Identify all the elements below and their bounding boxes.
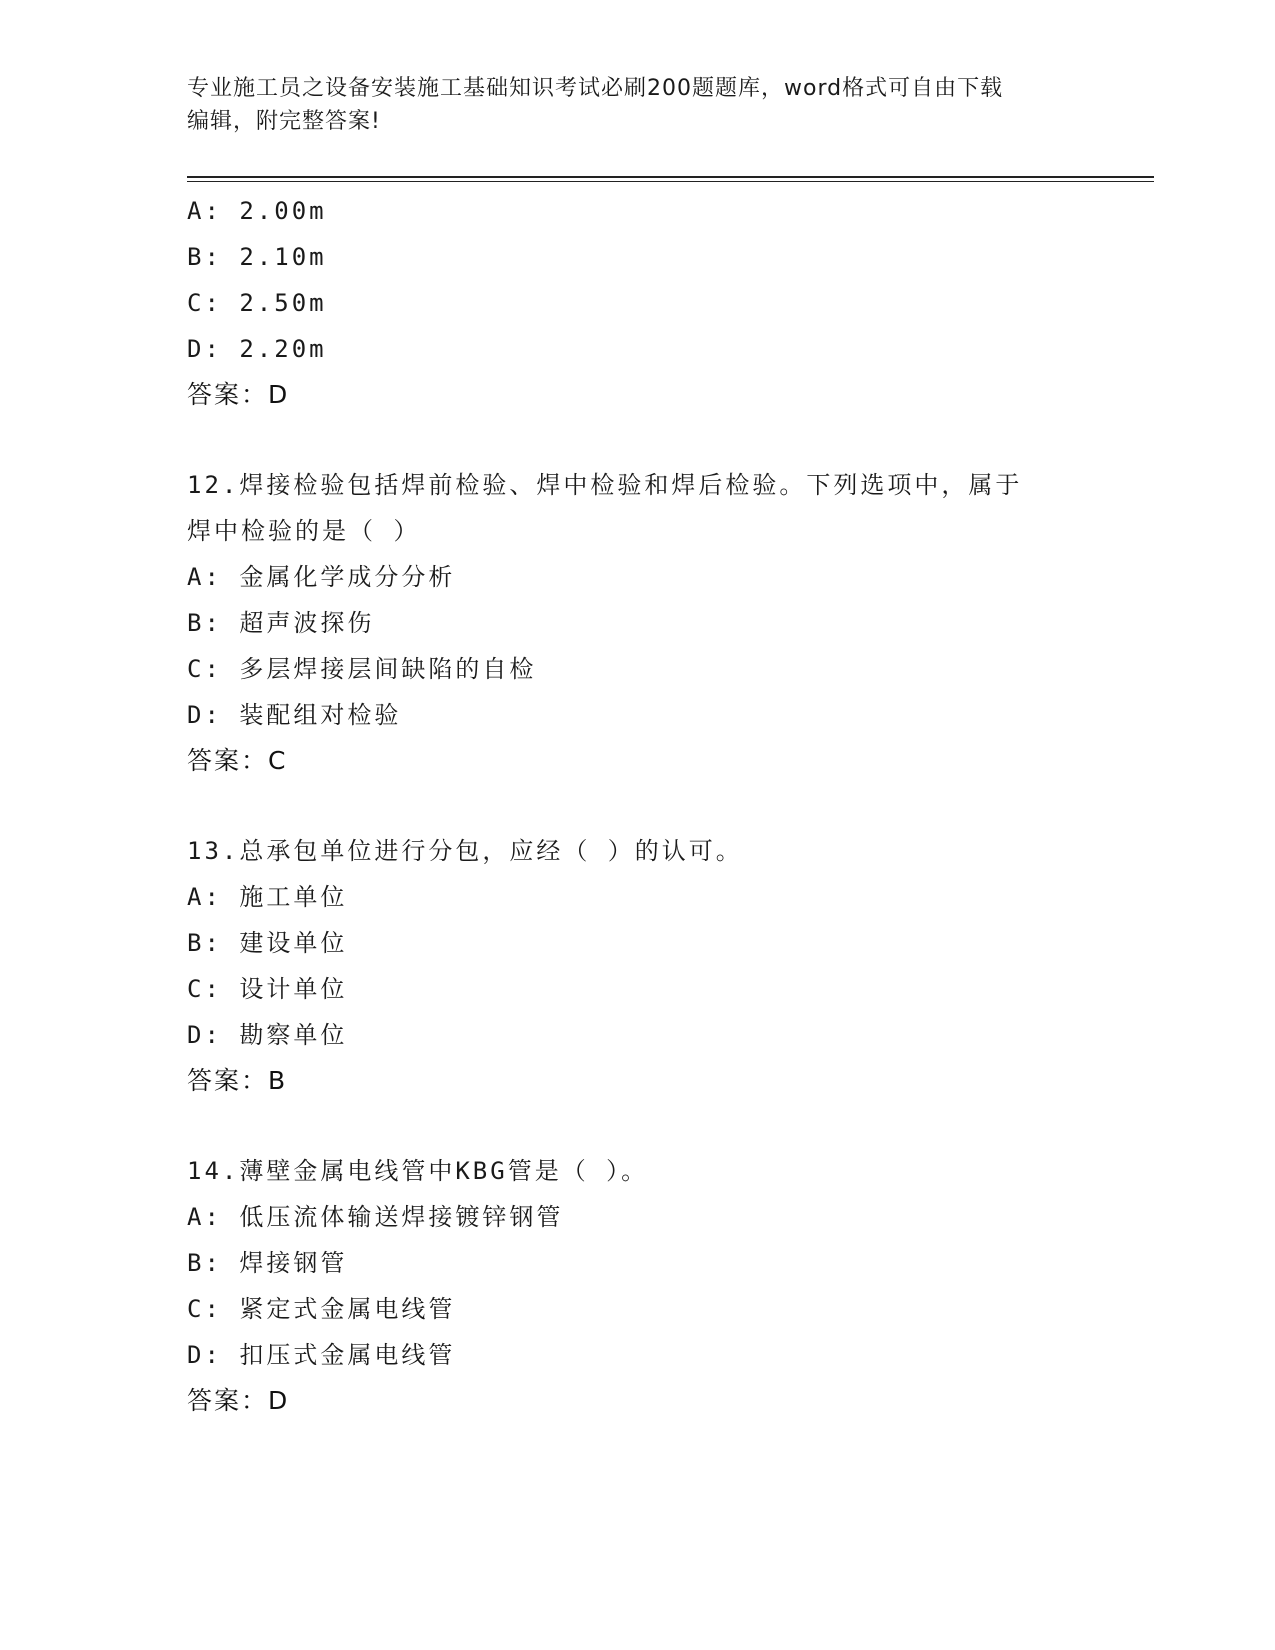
- answer: 答案：D: [187, 1386, 290, 1415]
- answer: 答案：C: [187, 746, 288, 775]
- option-d: D: 2.20m: [187, 335, 327, 363]
- option-d: D: 勘察单位: [187, 1021, 348, 1049]
- option-b: B: 超声波探伤: [187, 609, 375, 637]
- question-stem: 13.总承包单位进行分包，应经（ ）的认可。: [187, 837, 743, 865]
- header-line-2: 编辑，附完整答案!: [187, 109, 381, 134]
- answer: 答案：D: [187, 380, 290, 409]
- header-rule-thick: [187, 176, 1154, 178]
- option-b: B: 2.10m: [187, 243, 327, 271]
- question-stem-continued: 焊中检验的是（ ）: [187, 517, 421, 545]
- option-d: D: 扣压式金属电线管: [187, 1341, 456, 1369]
- question-13: [187, 828, 1087, 1104]
- option-a: A: 2.00m: [187, 197, 327, 225]
- question-12: [187, 462, 1087, 784]
- answer: 答案：B: [187, 1066, 288, 1095]
- option-c: C: 紧定式金属电线管: [187, 1295, 456, 1323]
- question-stem: 12.焊接检验包括焊前检验、焊中检验和焊后检验。下列选项中，属于: [187, 471, 1023, 499]
- document-header: [187, 72, 1087, 138]
- header-rule-thin: [187, 181, 1154, 182]
- header-line-1: 专业施工员之设备安装施工基础知识考试必刷200题题库，word格式可自由下载: [187, 76, 1004, 101]
- option-c: C: 2.50m: [187, 289, 327, 317]
- option-b: B: 焊接钢管: [187, 1249, 348, 1277]
- option-c: C: 多层焊接层间缺陷的自检: [187, 655, 537, 683]
- option-a: A: 低压流体输送焊接镀锌钢管: [187, 1203, 564, 1231]
- option-a: A: 金属化学成分分析: [187, 563, 456, 591]
- question-11: [187, 188, 1087, 418]
- option-c: C: 设计单位: [187, 975, 348, 1003]
- option-b: B: 建设单位: [187, 929, 348, 957]
- option-d: D: 装配组对检验: [187, 701, 402, 729]
- option-a: A: 施工单位: [187, 883, 348, 911]
- question-list: [187, 188, 1087, 1424]
- question-stem: 14.薄壁金属电线管中KBG管是（ ）。: [187, 1157, 649, 1185]
- question-14: [187, 1148, 1087, 1424]
